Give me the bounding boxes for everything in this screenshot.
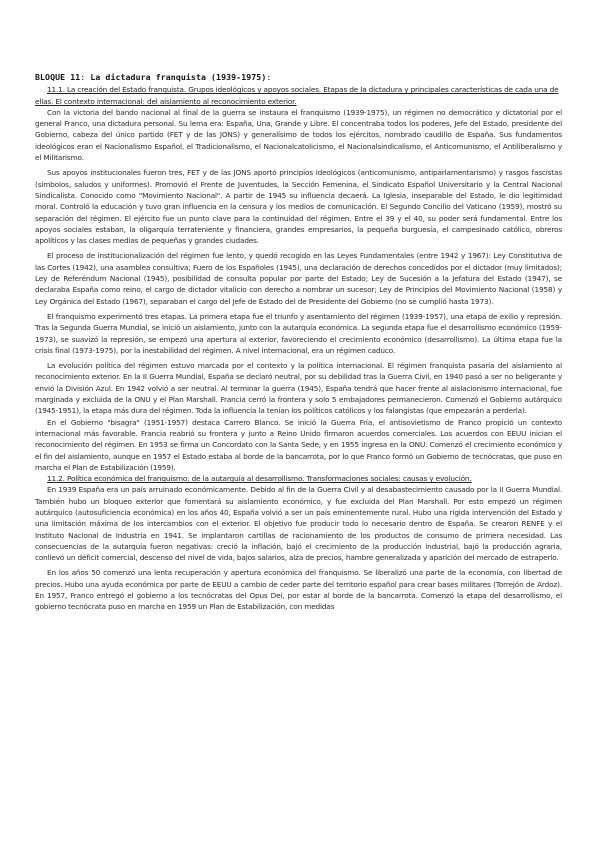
paragraph-desarrollismo: En los años 50 comenzó una lenta recuperación y apertura económica del franquismo. Se liberalizó una parte de la economía, con libertad de precios. Hubo una ayuda económica por parte de EEUU a cambio de ceder parte del territorio español para crear bases militares (Torrejón de Ardoz). En 1957, Franco entregó el gobierno a los tecnócratas del Opus Dei, por estar al borde de la bancarrota. Comenzó la etapa del desarrollismo, el gobierno tecnócrata puso en marcha en 1959 un Plan de Estabilización, con medidas [35,568,562,612]
paragraph-creation-estado: Con la victoria del bando nacional al final de la guerra se instaura el franquismo (1939-1975), un régimen no democrático y dictatorial por el general Franco, una dictadura personal. Su lema era: España, Una, Grande y Libre. El concentraba todos los poderes, Jefe del Estado, presidente del Gobierno, cabeza del único partido (FET y de las JONS) y generalísimo de todos los ejércitos, nombrado caudillo de España. Sus fundamentos ideológicos eran el Nacionalismo Español, el Tradicionalismo, el Nacionalcatolicismo, el Nacionalsindicalismo, el Anticomunismo, el Antiliberalismo y el Militarismo. [35,107,562,163]
section-heading-11-2: 11.2. Política económica del franquismo: de la autarquía al desarrollismo. Transformaciones sociales: causas y evolución. [47,474,472,484]
bloque-title-text: La dictadura franquista (1939-1975) [90,72,267,82]
bloque-number: BLOQUE 11 [35,72,81,82]
paragraph-apoyos: Sus apoyos institucionales fueron tres, FET y de las JONS aportó principios ideológicos (anticomunismo, antiparlamentarismo) y rasgos fascistas (símbolos, saludos y uniformes). Promovió el Frente de Juventudes, la Sección Femenina, el Sindicato Español Universitario y la Central Nacional Sindicalista. Conocido como "Movimiento Nacional". A partir de 1945 su influencia decaerá. La Iglesia, inseparable del Estado, le dio legitimidad moral. Controló la educación y tuvo gran influencia en la censura y los medios de comunicación. El Segundo Concilio del Vaticano (1959), mostró su separación del régimen. El ejército fue un punto clave para la continuidad del régimen. Entre el 39 y el 40, su poder será fundamental. Entre los apoyos sociales estaban, la oligarquía terrateniente y financiera, grandes empresarios, la pequeña burguesía, el campesinado católico, obreros apolíticos y las clases medias de pequeñas y grandes ciudades. [35,168,562,246]
paragraph-gobierno-bisagra: En el Gobierno "bisagra" (1951-1957) destaca Carrero Blanco. Se inició la Guerra Fría, el antisovietismo de Franco propició un contexto internacional más favorable. Francia reabrió su frontera y junto a Reino Unido firmaron acuerdos comerciales. Los acuerdos con EEUU inician el reconocimiento del régimen. En 1953 se firma un Concordato con la Santa Sede, y en 1955 ingresa en la ONU. Comenzó el crecimiento económico y el fin del aislamiento, aunque en 1957 el Estado estaba al borde de la bancarrota, por lo que Franco formó un Gobierno de tecnócratas, que puso en marcha el Plan de Estabilización (1959). [35,417,562,472]
document-body [35,72,562,613]
title-separator: : [80,72,91,82]
section-heading-11-1: 11.1. La creación del Estado franquista. Grupos ideológicos y apoyos sociales. Etapas de la dictadura y principales características de cada una de ellas. El contexto internacional: del aislamiento al reconocimiento exterior. [35,85,559,106]
paragraph-institucionalizacion: El proceso de institucionalización del régimen fue lento, y quedó recogido en las Leyes Fundamentales (entre 1942 y 1967): Ley Constitutiva de las Cortes (1942), una asamblea consultiva; Fuero de los Españoles (1945), una declaración de derechos concedidos por el dictador (muy limitados); Ley de Referéndum Nacional (1945), posibilidad de consulta popular por parte del Estado; Ley de Sucesión a la Jefatura del Estado (1947), se declaraba España como reino, el cargo de dictador vitalicio con derecho a nombrar un sucesor; Ley de Principios del Movimiento Nacional (1958) y Ley Orgánica del Estado (1967), separaban el cargo del Jefe de Estado del de Presidente del Gobierno (no se cumplió hasta 1973). [35,251,562,306]
title-end: : [266,72,272,82]
paragraph-etapas: El franquismo experimentó tres etapas. La primera etapa fue el triunfo y asentamiento del régimen (1939-1957), una etapa de exilio y represión. Tras la Segunda Guerra Mundial, se inició un aislamiento, junto con la autarquía económica. La segunda etapa fue el desarrollismo económico (1959-1973), se suavizó la represión, se empezó una apertura al exterior, favoreciendo el crecimiento económico (desarrollismo). La última etapa fue la crisis final (1973-1975), por la inestabilidad del régimen. A nivel internacional, era un régimen caduco. [35,311,562,355]
paragraph-autarquia: En 1939 España era un país arruinado económicamente. Debido al fin de la Guerra Civil y al desabastecimiento causado por la II Guerra Mundial. También hubo un bloqueo exterior que fomentará su aislamiento económico, y fue excluida del Plan Marshall. Por esto empezó un régimen autárquico (autosuficiencia económica) en los años 40, España volvió a ser un país eminentemente rural. Hubo una rígida intervención del Estado y una limitación máxima de los intercambios con el exterior. El objetivo fue producir todo lo necesario dentro de España. Se crearon RENFE y el Instituto Nacional de Industria en 1941. Se implantaron cartillas de racionamiento de los productos de consumo de primera necesidad. Las consecuencias de la autarquía fueron negativas: creció la inflación, bajó el crecimiento de la producción industrial, bajó la producción agraria, conllevó un déficit comercial, descenso del nivel de vida, bajos salarios, alza de precios, hambre generalizada y aparición del mercado de estraperlo. [35,485,562,563]
bloque-title [35,72,562,83]
paragraph-evolucion-politica: La evolución política del régimen estuvo marcada por el contexto y la política internacional. El régimen franquista pasaría del aislamiento al reconocimiento exterior. En la II Guerra Mundial, España se declaró neutral, por su debilidad tras la Guerra Civil, en 1940 pasó a ser no beligerante y envió la División Azul. En 1942 volvió a ser neutral. Al terminar la guerra (1945), España tendrá que hacer frente al aislacionismo internacional, fue marginada y excluida de la ONU y el Plan Marshall. Francia cerró la frontera y solo 5 embajadores permanecieron. Comenzó el Gobierno autárquico (1945-1951), la etapa más dura del régimen. Toda la influencia la tenían los políticos católicos y los falangistas (que empezarán a perderla). [35,361,562,416]
